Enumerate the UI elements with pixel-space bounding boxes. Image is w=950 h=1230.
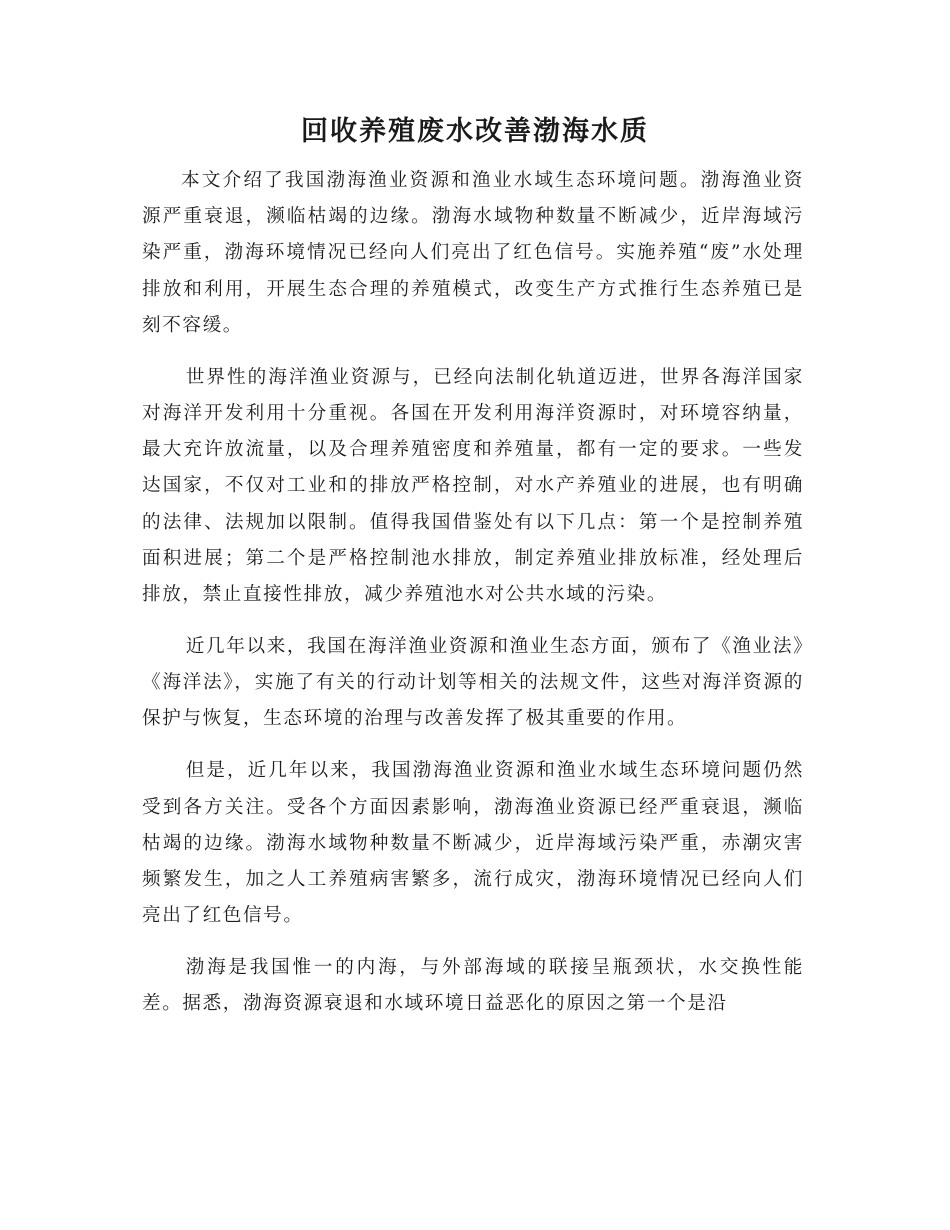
paragraph-intro: 本文介绍了我国渤海渔业资源和渔业水域生态环境问题。渤海渔业资源严重衰退，濒临枯竭的边缘。渤海水域物种数量不断减少，近岸海域污染严重，渤海环境情况已经向人们亮出了红色信号。实施养殖“废”水处理排放和利用，开展生态合理的养殖模式，改变生产方式推行生态养殖已是刻不容缓。 [142, 170, 804, 336]
paragraph-world-fisheries: 世界性的海洋渔业资源与，已经向法制化轨道迈进，世界各海洋国家对海洋开发利用十分重视。各国在开发利用海洋资源时，对环境容纳量，最大充许放流量，以及合理养殖密度和养殖量，都有一定的要求。一些发达国家，不仅对工业和的排放严格控制，对水产养殖业的进展，也有明确的法律、法规加以限制。值得我国借鉴处有以下几点：第一个是控制养殖面积进展；第二个是严格控制池水排放，制定养殖业排放标准，经处理后排放，禁止直接性排放，减少养殖池水对公共水域的污染。 [142, 366, 804, 606]
paragraph-bohai-problems: 但是，近几年以来，我国渤海渔业资源和渔业水域生态环境问题仍然受到各方关注。受各个方面因素影响，渤海渔业资源已经严重衰退，濒临枯竭的边缘。渤海水域物种数量不断减少，近岸海域污染严重，赤潮灾害频繁发生，加之人工养殖病害繁多，流行成灾，渤海环境情况已经向人们亮出了红色信号。 [142, 760, 804, 927]
paragraph-domestic-laws: 近几年以来，我国在海洋渔业资源和渔业生态方面，颁布了《渔业法》《海洋法》，实施了有关的行动计划等相关的法规文件，这些对海洋资源的保护与恢复，生态环境的治理与改善发挥了极其重要的作用。 [142, 636, 804, 730]
document-title: 回收养殖废水改善渤海水质 [301, 116, 649, 147]
paragraph-bohai-inland-sea: 渤海是我国惟一的内海，与外部海域的联接呈瓶颈状，水交换性能差。据悉，渤海资源衰退和水域环境日益恶化的原因之第一个是沿 [142, 957, 804, 1015]
document-body [142, 163, 804, 1038]
